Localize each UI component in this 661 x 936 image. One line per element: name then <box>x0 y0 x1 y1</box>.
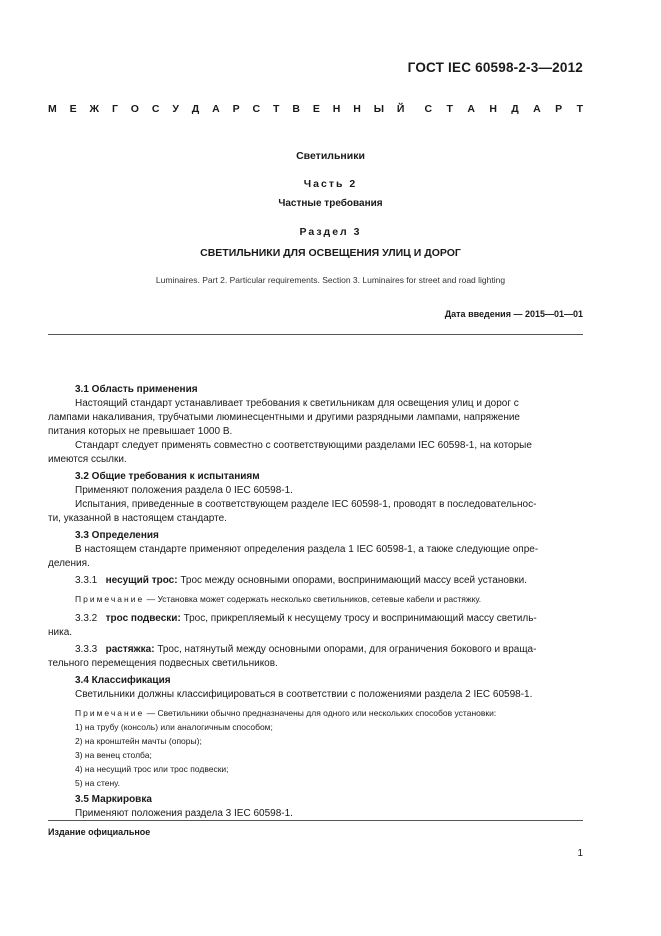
paragraph-line: имеются ссылки. <box>48 454 127 465</box>
banner-interstate-standard <box>48 103 583 115</box>
banner-word-2: С Т А Н Д А Р Т <box>424 103 583 115</box>
list-item: 1) на трубу (консоль) или аналогичным способом; <box>75 722 273 732</box>
paragraph-line: питания которых не превышает 1000 В. <box>48 426 233 437</box>
definition-term: несущий трос: <box>105 575 178 586</box>
paragraph-line: ти, указанной в настоящем стандарте. <box>48 513 227 524</box>
paragraph-line: В настоящем стандарте применяют определения раздела 1 IEC 60598-1, а также следующие опре- <box>75 544 539 555</box>
title-section: Раздел 3 <box>299 226 362 238</box>
edition-label: Издание официальное <box>48 827 151 837</box>
paragraph-line: ника. <box>48 627 73 638</box>
title-part-name: Частные требования <box>278 198 383 209</box>
paragraph-line: Испытания, приведенные в соответствующем разделе IEC 60598-1, проводят в последовательнос- <box>75 499 537 510</box>
note-label: Примечание <box>75 708 145 718</box>
section-3-2-heading: 3.2 Общие требования к испытаниям <box>75 471 260 482</box>
title-english: Luminaires. Part 2. Particular requirements. Section 3. Luminaires for street and road lighting <box>155 275 506 285</box>
list-item: 4) на несущий трос или трос подвески; <box>75 764 229 774</box>
standard-id: ГОСТ IEC 60598-2-3—2012 <box>407 60 583 75</box>
section-3-3-heading: 3.3 Определения <box>75 530 159 541</box>
banner-word-1: М Е Ж Г О С У Д А Р С Т В Е Н Н Ы Й <box>48 103 405 115</box>
definition-text: Трос, прикрепляемый к несущему тросу и воспринимающий массу светиль- <box>183 613 537 624</box>
document-body <box>48 380 583 821</box>
divider-bottom <box>48 820 583 821</box>
page-number: 1 <box>577 848 583 859</box>
list-item: 3) на венец столба; <box>75 750 152 760</box>
definition-number: 3.3.3 <box>75 644 98 655</box>
title-main: Светильники <box>296 150 365 162</box>
definition-3-3-2 <box>75 612 583 626</box>
note-text: — Светильники обычно предназначены для одного или нескольких способов установки: <box>146 708 497 718</box>
definition-3-3-3 <box>75 643 583 657</box>
paragraph-line: Применяют положения раздела 3 IEC 60598-1. <box>75 808 293 819</box>
paragraph-line: лампами накаливания, трубчатыми люминесцентными и другими разрядными лампами, напряжение <box>48 412 520 423</box>
introduction-date: Дата введения — 2015—01—01 <box>444 309 583 319</box>
paragraph-line: Применяют положения раздела 0 IEC 60598-1. <box>75 485 293 496</box>
section-3-1-heading: 3.1 Область применения <box>75 384 198 395</box>
note-label: Примечание <box>75 594 145 604</box>
note-3-4 <box>75 706 583 720</box>
paragraph-line: тельного перемещения подвесных светильников. <box>48 658 278 669</box>
note-3-3-1 <box>75 592 583 606</box>
list-item: 5) на стену. <box>75 778 120 788</box>
paragraph-line: Светильники должны классифицироваться в соответствии с положениями раздела 2 IEC 60598-1. <box>75 689 533 700</box>
title-part: Часть 2 <box>303 178 358 190</box>
definition-text: Трос между основными опорами, воспринимающий массу всей установки. <box>180 575 527 586</box>
definition-term: растяжка: <box>105 644 155 655</box>
section-3-4-heading: 3.4 Классификация <box>75 675 171 686</box>
definition-number: 3.3.1 <box>75 575 98 586</box>
definition-3-3-1 <box>75 574 583 588</box>
paragraph-line: Настоящий стандарт устанавливает требования к светильникам для освещения улиц и дорог с <box>75 398 519 409</box>
paragraph-line: Стандарт следует применять совместно с соответствующими разделами IEC 60598-1, на которые <box>75 440 532 451</box>
note-text: — Установка может содержать несколько светильников, сетевые кабели и растяжку. <box>146 594 482 604</box>
section-3-5-heading: 3.5 Маркировка <box>75 794 152 805</box>
paragraph-line: деления. <box>48 558 90 569</box>
title-section-name: СВЕТИЛЬНИКИ ДЛЯ ОСВЕЩЕНИЯ УЛИЦ И ДОРОГ <box>200 247 461 259</box>
list-item: 2) на кронштейн мачты (опоры); <box>75 736 202 746</box>
divider-top <box>48 334 583 335</box>
definition-term: трос подвески: <box>105 613 181 624</box>
definition-text: Трос, натянутый между основными опорами, для ограничения бокового и враща- <box>157 644 537 655</box>
definition-number: 3.3.2 <box>75 613 98 624</box>
